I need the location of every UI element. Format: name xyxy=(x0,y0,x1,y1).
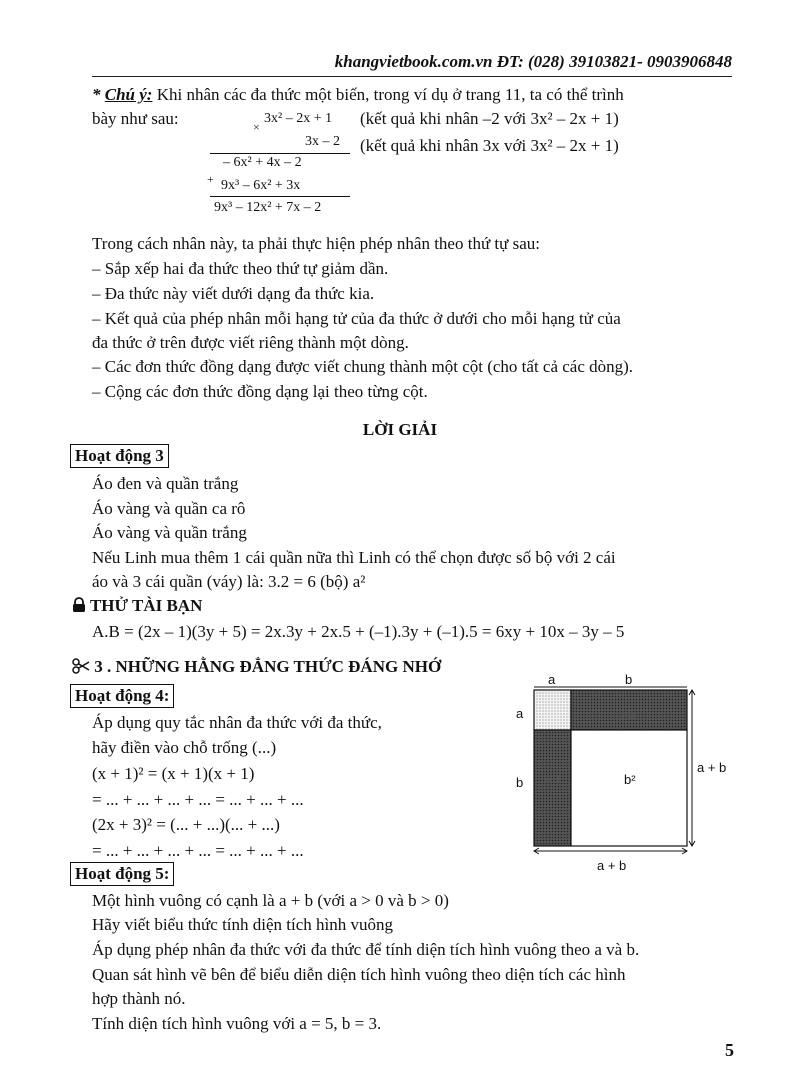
header-site: khangvietbook.com.vn xyxy=(334,52,493,71)
procedure-intro: Trong cách nhân này, ta phải thực hiện phép nhân theo thứ tự sau: xyxy=(92,234,540,253)
area-a-squared xyxy=(534,690,571,730)
procedure-step: – Cộng các đơn thức đồng dạng lại theo từng cột. xyxy=(92,382,428,401)
activity-5-line: Hãy viết biểu thức tính diện tích hình vuông xyxy=(92,915,393,934)
note-label: Chú ý: xyxy=(104,85,153,104)
procedure-step: – Sắp xếp hai đa thức theo thứ tự giảm dần. xyxy=(92,259,389,278)
procedure-step: – Đa thức này viết dưới dạng đa thức kia. xyxy=(92,284,375,303)
activity-4-line: hãy điền vào chỗ trống (...) xyxy=(92,738,277,757)
mult-rule-2 xyxy=(210,196,350,197)
activity-3-line: Áo vàng và quần trắng xyxy=(92,523,247,542)
activity-5-line: hợp thành nó. xyxy=(92,989,186,1008)
figure-label-bottom: a + b xyxy=(597,858,627,873)
procedure-step: – Các đơn thức đồng dạng được viết chung thành một cột (cho tất cả các dòng). xyxy=(92,357,634,376)
challenge-line: A.B = (2x – 1)(3y + 5) = 2x.3y + 2x.5 + (–1).3y + (–1).5 = 6xy + 10x – 3y – 5 xyxy=(92,622,625,641)
lock-icon xyxy=(72,597,86,613)
mult-row-2: 3x – 2 xyxy=(305,134,340,149)
activity-3-line: áo và 3 cái quần (váy) là: 3.2 = 6 (bộ) a² xyxy=(92,572,366,591)
activity-3-title: Hoạt động 3 xyxy=(70,444,169,468)
activity-4-line: = ... + ... + ... + ... = ... + ... + ... xyxy=(92,790,304,809)
note-line-2: bày như sau: xyxy=(92,109,179,128)
section-3-heading xyxy=(72,657,441,677)
figure-label-b-squared: b² xyxy=(624,772,636,787)
activity-5-line: Tính diện tích hình vuông với a = 5, b = 3. xyxy=(92,1014,382,1033)
header-rule xyxy=(92,76,732,77)
procedure-step: đa thức ở trên được viết riêng thành một dòng. xyxy=(92,333,409,352)
mult-row-4: 9x³ – 6x² + 3x xyxy=(221,178,301,193)
solution-title: LỜI GIẢI xyxy=(362,420,438,439)
activity-4-line: Áp dụng quy tắc nhân đa thức với đa thức, xyxy=(92,713,382,732)
challenge-heading xyxy=(72,596,202,616)
area-b-squared xyxy=(571,730,687,846)
figure-label-ab-top: ab xyxy=(621,707,636,722)
section-3-title: 3 . NHỮNG HẰNG ĐẲNG THỨC ĐÁNG NHỚ xyxy=(94,657,442,676)
plus-sign: + xyxy=(207,172,214,186)
page-number: 5 xyxy=(725,1040,734,1060)
figure-label-ab-left: ab xyxy=(545,770,560,785)
mult-comment-1: (kết quả khi nhân –2 với 3x² – 2x + 1) xyxy=(360,109,619,128)
mult-row-3: – 6x² + 4x – 2 xyxy=(223,155,302,170)
activity-4-line: (x + 1)² = (x + 1)(x + 1) xyxy=(92,764,255,783)
mult-row-1: 3x² – 2x + 1 xyxy=(264,111,333,126)
activity-5-title: Hoạt động 5: xyxy=(70,862,174,886)
page-header xyxy=(335,52,732,72)
times-sign: × xyxy=(253,120,260,134)
activity-3-line: Áo vàng và quần ca rô xyxy=(92,499,246,518)
activity-5-line: Áp dụng phép nhân đa thức với đa thức để tính diện tích hình vuông theo a và b. xyxy=(92,940,640,959)
activity-4-title: Hoạt động 4: xyxy=(70,684,174,708)
figure-label-top-a: a xyxy=(548,672,556,687)
figure-label-right: a + b xyxy=(697,760,727,775)
activity-4-line: = ... + ... + ... + ... = ... + ... + ... xyxy=(92,841,304,860)
note-star: * xyxy=(92,85,101,104)
header-phone: ĐT: (028) 39103821- 0903906848 xyxy=(496,52,732,71)
mult-comment-2: (kết quả khi nhân 3x với 3x² – 2x + 1) xyxy=(360,136,619,155)
activity-5-line: Quan sát hình vẽ bên để biểu diễn diện tích hình vuông theo diện tích các hình xyxy=(92,965,626,984)
activity-4-line: (2x + 3)² = (... + ...)(... + ...) xyxy=(92,815,280,834)
mult-row-5: 9x³ – 12x² + 7x – 2 xyxy=(214,200,322,215)
challenge-title: THỬ TÀI BẠN xyxy=(89,596,203,615)
activity-3-line: Nếu Linh mua thêm 1 cái quần nữa thì Linh có thể chọn được số bộ với 2 cái xyxy=(92,548,616,567)
figure-label-left-b: b xyxy=(516,775,524,790)
activity-3-line: Áo đen và quần trắng xyxy=(92,474,239,493)
procedure-step: – Kết quả của phép nhân mỗi hạng tử của đa thức ở dưới cho mỗi hạng tử của xyxy=(92,309,621,328)
note-line-1 xyxy=(92,84,624,106)
area-ab-left xyxy=(534,730,571,846)
note-text-1: Khi nhân các đa thức một biến, trong ví dụ ở trang 11, ta có thể trình xyxy=(156,85,624,104)
activity-5-line: Một hình vuông có cạnh là a + b (với a > 0 và b > 0) xyxy=(92,891,449,910)
figure-label-left-a: a xyxy=(516,706,524,721)
scissors-icon xyxy=(72,658,90,674)
figure-label-top-b: b xyxy=(625,672,633,687)
